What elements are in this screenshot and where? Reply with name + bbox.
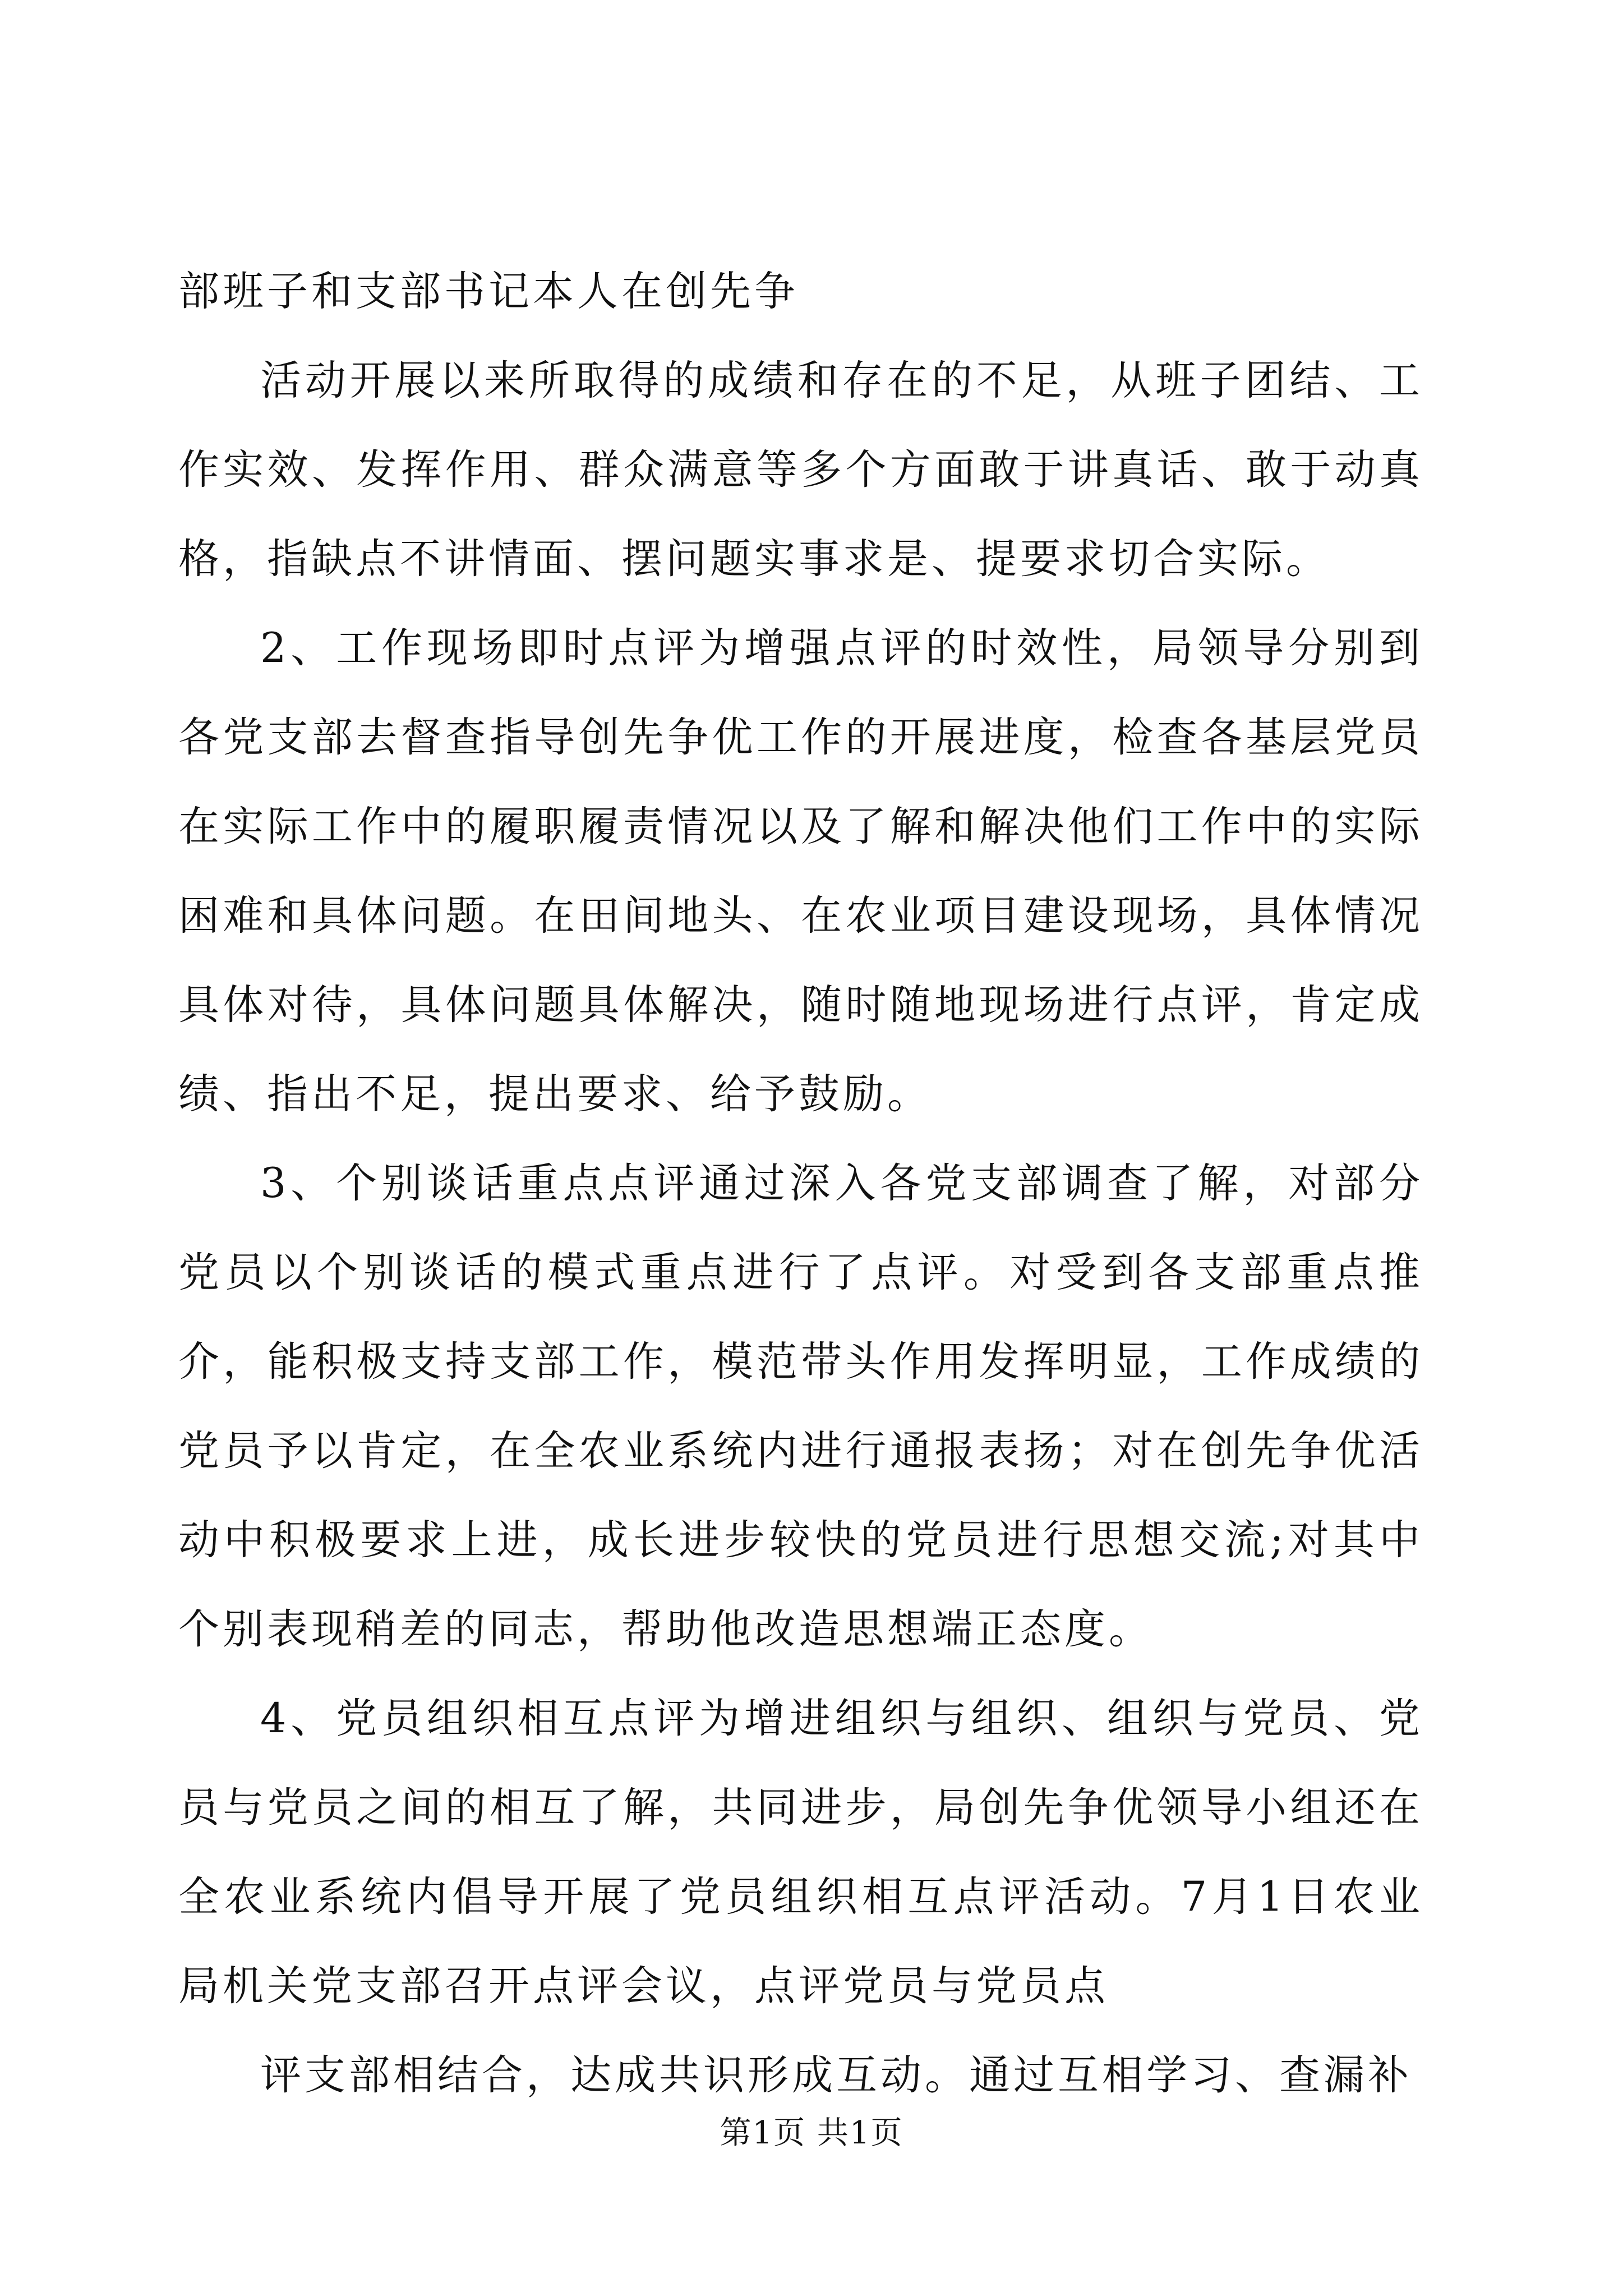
paragraph-6: 评支部相结合，达成共识形成互动。通过互相学习、查漏补 [260, 2051, 1412, 2099]
paragraph-2: 活动开展以来所取得的成绩和存在的不足，从班子团结、工作实效、发挥作用、群众满意等多个方面敢于讲真话、敢于动真格，指缺点不讲情面、摆问题实事求是、提要求切合实际。 [178, 357, 1423, 583]
page-footer: 第1页 共1页 [720, 2115, 903, 2151]
paragraph-4: 3、个别谈话重点点评通过深入各党支部调查了解，对部分党员以个别谈话的模式重点进行了点评。对受到各支部重点推介，能积极支持支部工作，模范带头作用发挥明显，工作成绩的党员予以肯定，在全农业系统内进行通报表扬；对在创先争优活动中积极要求上进，成长进步较快的党员进行思想交流;对其中个别表现稍差的同志，帮助他改造思想端正态度。 [178, 1159, 1423, 1653]
paragraph-1: 部班子和支部书记本人在创先争 [178, 268, 799, 315]
document-body [178, 247, 1423, 2120]
paragraph-3: 2、工作现场即时点评为增强点评的时效性，局领导分别到各党支部去督查指导创先争优工作的开展进度，检查各基层党员在实际工作中的履职履责情况以及了解和解决他们工作中的实际困难和具体问题。在田间地头、在农业项目建设现场，具体情况具体对待，具体问题具体解决，随时随地现场进行点评，肯定成绩、指出不足，提出要求、给予鼓励。 [178, 624, 1423, 1118]
paragraph-5: 4、党员组织相互点评为增进组织与组织、组织与党员、党员与党员之间的相互了解，共同进步，局创先争优领导小组还在全农业系统内倡导开展了党员组织相互点评活动。7月1日农业局机关党支部召开点评会议，点评党员与党员点 [178, 1695, 1423, 2010]
